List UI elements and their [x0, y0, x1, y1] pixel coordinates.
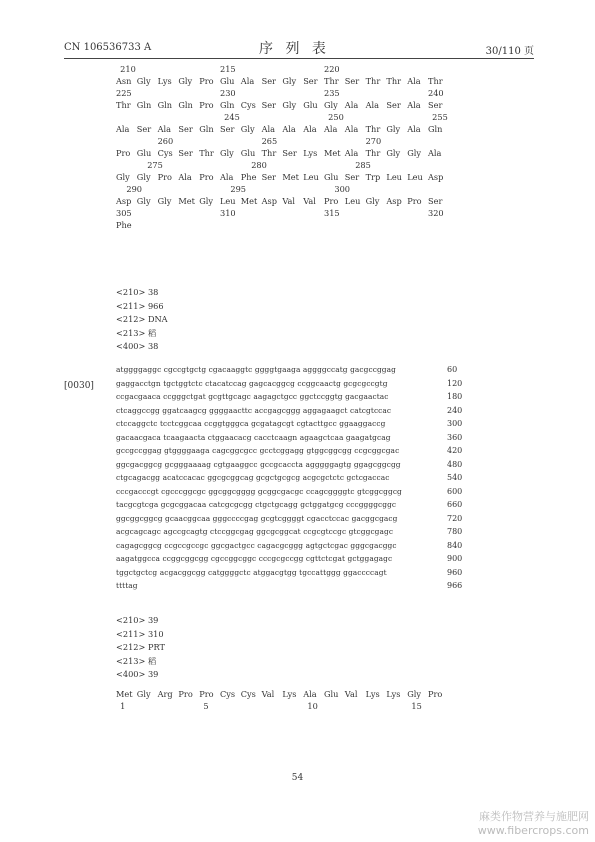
meta-line: <210> 38	[116, 287, 159, 297]
dna-position-number: 660	[447, 500, 463, 509]
residue: Ser	[261, 76, 276, 86]
publication-number: CN 106536733 A	[64, 42, 152, 53]
residue: Gly	[365, 196, 380, 206]
dna-position-number: 960	[447, 567, 463, 577]
residue: Leu	[344, 196, 361, 206]
watermark-line: 麻类作物营养与施肥网	[479, 810, 589, 823]
residue: Gly	[386, 124, 401, 134]
residue: Ala	[428, 148, 442, 158]
residue: Leu	[407, 172, 423, 182]
residue: Ala	[116, 124, 130, 134]
residue: Ala	[157, 124, 172, 134]
position-number: 230	[220, 88, 236, 98]
residue: Ala	[407, 76, 421, 86]
residue: Gly	[199, 196, 213, 206]
residue: Ser	[386, 100, 401, 110]
dna-bases: aagatggcca ccggcggcgg cgccggcggc cccgcgccgg cgttctcgat gctggagagc	[116, 554, 393, 563]
dna-bases: acgcagcagc agccgcagtg ctccggcgag ggcgcggcat ccgcgtccgc gtcggcgagc	[116, 527, 394, 536]
position-number: 295	[230, 184, 247, 194]
residue: Lys	[386, 689, 401, 699]
residue: Val	[261, 689, 275, 699]
residue: Ser	[428, 196, 443, 206]
residue: Ser	[220, 124, 235, 134]
position-number: 305	[116, 208, 132, 218]
dna-bases: ggcgacggcg gcgggaaaag cgtgaaggcc gccgcaccta agggggagtg ggagcggcgg	[116, 459, 401, 469]
meta-line: <213> 稻	[116, 327, 157, 338]
residue: Pro	[157, 172, 172, 182]
residue: Met	[324, 148, 341, 158]
residue: Leu	[386, 172, 402, 182]
residue: Ala	[282, 124, 296, 134]
dna-bases: ggcggcggcg gcaacggcaa gggccccgag gcgtcggggt cgacctccac gacggcgacg	[116, 513, 398, 523]
dna-bases: atggggaggc cgccgtgctg cgacaaggtc ggggtgaaga aggggccatg gacgccggag	[116, 365, 396, 374]
dna-position-number: 840	[447, 540, 463, 550]
position-number: 320	[428, 208, 444, 218]
page-header	[64, 38, 534, 58]
residue: Ala	[344, 124, 359, 134]
meta-line: <211> 966	[116, 300, 164, 311]
residue: Ala	[344, 148, 359, 158]
residue: Gly	[116, 172, 130, 182]
residue: Val	[344, 689, 358, 699]
meta-line: <213> 稻	[116, 655, 157, 666]
position-number: 275	[147, 160, 163, 170]
dna-position-number: 180	[447, 392, 463, 401]
dna-bases: tggctgctcg acgacggcgg catggggctc atggacgtgg tgccattggg ggaccccagt	[116, 567, 387, 577]
position-number: 15	[411, 701, 422, 711]
residue: Glu	[324, 172, 339, 182]
meta-line: <212> PRT	[116, 642, 165, 652]
residue: Pro	[324, 196, 339, 206]
meta-line: <212> DNA	[116, 314, 168, 324]
residue: Thr	[428, 76, 443, 86]
position-number: 310	[220, 208, 236, 218]
residue: Trp	[365, 172, 381, 182]
residue: Ala	[220, 172, 234, 182]
dna-bases: ctgcagacgg acatccacac ggcgcggcag gcgctgcgcg acgcgctctc gctcgaccac	[116, 473, 390, 482]
residue: Leu	[303, 172, 319, 182]
residue: Gly	[136, 689, 151, 699]
residue: Pro	[199, 689, 214, 699]
dna-position-number: 540	[447, 473, 463, 482]
residue: Ala	[240, 76, 255, 86]
residue: Lys	[157, 76, 172, 86]
residue: Ser	[344, 76, 360, 86]
residue: Lys	[282, 689, 297, 699]
residue: Glu	[324, 689, 339, 699]
dna-bases: ccgacgaaca ccgggctgat gcgttgcagc aagagctgcc ggctccggtg gacgaactac	[116, 392, 389, 401]
residue: Gly	[240, 124, 255, 134]
dna-position-number: 300	[447, 419, 463, 428]
residue: Gln	[220, 100, 235, 110]
residue: Ala	[407, 124, 421, 134]
residue: Gly	[407, 689, 421, 699]
residue: Thr	[199, 148, 214, 158]
dna-bases: ctcaggccgg ggatcaagcg ggggaacttc accgagcggg aggagaagct catcgtccac	[116, 405, 392, 415]
residue: Ala	[324, 124, 338, 134]
residue: Gly	[220, 148, 234, 158]
residue: Ser	[344, 172, 360, 182]
dna-position-number: 780	[447, 527, 463, 536]
residue: Gly	[407, 148, 421, 158]
residue: Ala	[261, 124, 276, 134]
position-number: 315	[324, 208, 340, 218]
residue: Asp	[116, 196, 132, 206]
residue: Phe	[240, 172, 257, 182]
position-number: 270	[365, 136, 382, 146]
dna-bases: ttttag	[116, 581, 138, 590]
header-divider	[64, 58, 534, 59]
residue: Cys	[157, 148, 173, 158]
page-number: 54	[291, 773, 304, 783]
residue: Phe	[116, 220, 132, 230]
residue: Ala	[407, 100, 421, 110]
residue: Gln	[428, 124, 443, 134]
residue: Gln	[199, 124, 214, 134]
residue: Val	[282, 196, 296, 206]
position-number: 265	[261, 136, 278, 146]
residue: Asp	[428, 172, 444, 182]
residue: Pro	[178, 689, 193, 699]
position-number: 240	[428, 88, 444, 98]
position-number: 215	[220, 64, 236, 74]
residue: Gln	[136, 100, 152, 110]
residue: Asp	[261, 196, 277, 206]
residue: Glu	[240, 148, 256, 158]
position-number: 250	[328, 112, 344, 122]
meta-line: <211> 310	[116, 628, 164, 639]
position-number: 1	[120, 701, 126, 711]
position-number: 285	[355, 160, 371, 170]
residue: Gly	[386, 148, 401, 158]
residue: Met	[282, 172, 299, 182]
residue: Gly	[157, 196, 172, 206]
watermark-line: www.fibercrops.com	[477, 824, 589, 837]
residue: Cys	[240, 100, 256, 110]
residue: Ala	[344, 100, 359, 110]
residue: Thr	[116, 100, 131, 110]
dna-bases: cccgacccgt cgcccggcgc ggcggcgggg gcggcgacgc ccagcggggtc gtcggcggcg	[116, 486, 402, 496]
watermark	[478, 810, 589, 838]
residue: Pro	[428, 689, 443, 699]
residue: Asp	[386, 196, 402, 206]
dna-bases: ctccaggctc tcctcggcaa ccggtgggca gcgatagcgt cgtacttgcc ggaaggaccg	[116, 419, 386, 428]
residue: Leu	[220, 196, 236, 206]
dna-bases: gaggacctgn tgctggtctc ctacatccag gagcacggcg ccggcaactg gcgcgccgtg	[116, 378, 388, 388]
dna-bases: gccgccggag gtggggaaga cagcggcgcc gcctcggagg gtggcggcgg ccgcggcgac	[116, 446, 400, 455]
residue: Lys	[303, 148, 318, 158]
residue: Cys	[240, 689, 256, 699]
residue: Pro	[407, 196, 422, 206]
dna-bases: cagagcggcg ccgccgccgc ggcgactgcc cagacgcggg agtgctcgac gggcgacggc	[116, 540, 397, 550]
dna-bases: tacgcgtcga gcgcggacaa catcgcgcgg ctgctgcagg gctggatgcg cccggggcggc	[116, 500, 397, 509]
page-title: 序 列 表	[259, 41, 330, 57]
residue: Gly	[136, 196, 151, 206]
residue: Glu	[220, 76, 235, 86]
dna-position-number: 120	[447, 378, 463, 388]
residue: Pro	[199, 76, 214, 86]
residue: Pro	[116, 148, 131, 158]
residue: Gly	[136, 172, 151, 182]
residue: Gly	[282, 76, 297, 86]
residue: Ser	[261, 172, 276, 182]
dna-position-number: 600	[447, 486, 463, 496]
residue: Glu	[303, 100, 318, 110]
residue: Thr	[386, 76, 402, 86]
position-number: 280	[251, 160, 267, 170]
residue: Met	[178, 196, 195, 206]
residue: Met	[240, 196, 258, 206]
meta-line: <400> 38	[116, 341, 159, 351]
residue: Ser	[428, 100, 443, 110]
dna-position-number: 240	[447, 405, 463, 415]
position-number: 225	[116, 88, 132, 98]
page-counter: 30/110 页	[485, 46, 534, 57]
position-number: 260	[157, 136, 174, 146]
residue: Arg	[157, 689, 173, 699]
residue: Gln	[157, 100, 173, 110]
position-number: 290	[126, 184, 143, 194]
position-number: 235	[324, 88, 340, 98]
dna-position-number: 60	[447, 365, 458, 374]
residue: Ser	[136, 124, 152, 134]
dna-position-number: 720	[447, 513, 463, 523]
meta-line: <210> 39	[116, 615, 159, 625]
residue: Met	[116, 689, 133, 699]
meta-line: <400> 39	[116, 669, 159, 679]
dna-position-number: 480	[447, 459, 463, 469]
dna-bases: gacaacgaca tcaagaacta ctggaacacg cacctcaagn agaagctcaa gaagatgcag	[116, 432, 391, 442]
residue: Cys	[220, 689, 236, 699]
position-number: 300	[334, 184, 351, 194]
residue: Glu	[136, 148, 152, 158]
residue: Gly	[136, 76, 151, 86]
position-number: 210	[120, 64, 136, 74]
dna-position-number: 966	[447, 581, 463, 590]
residue: Thr	[365, 124, 381, 134]
residue: Asn	[116, 76, 132, 86]
residue: Ala	[178, 172, 192, 182]
sequence-39-metadata	[116, 614, 165, 682]
residue: Ala	[303, 689, 317, 699]
residue: Pro	[199, 100, 214, 110]
position-number: 255	[432, 112, 448, 122]
residue: Gly	[178, 76, 193, 86]
residue: Thr	[324, 76, 339, 86]
residue: Gly	[324, 100, 338, 110]
dna-position-number: 900	[447, 554, 463, 563]
residue: Gln	[178, 100, 193, 110]
residue: Thr	[365, 76, 381, 86]
residue: Ala	[303, 124, 317, 134]
dna-position-number: 420	[447, 446, 463, 455]
position-number: 245	[224, 112, 240, 122]
residue: Ser	[303, 76, 318, 86]
residue: Ala	[365, 100, 380, 110]
sequence-38-metadata	[116, 286, 168, 354]
residue: Thr	[365, 148, 381, 158]
residue: Pro	[199, 172, 214, 182]
position-number: 10	[307, 701, 318, 711]
position-number: 5	[203, 701, 209, 711]
residue: Val	[303, 196, 316, 206]
residue: Gly	[282, 100, 297, 110]
position-number: 220	[324, 64, 340, 74]
residue: Ser	[178, 124, 193, 134]
residue: Thr	[261, 148, 277, 158]
residue: Lys	[365, 689, 380, 699]
dna-position-number: 360	[447, 432, 463, 442]
residue: Ser	[178, 148, 193, 158]
paragraph-marker: [0030]	[64, 381, 94, 391]
residue: Ser	[282, 148, 297, 158]
residue: Ser	[261, 100, 276, 110]
